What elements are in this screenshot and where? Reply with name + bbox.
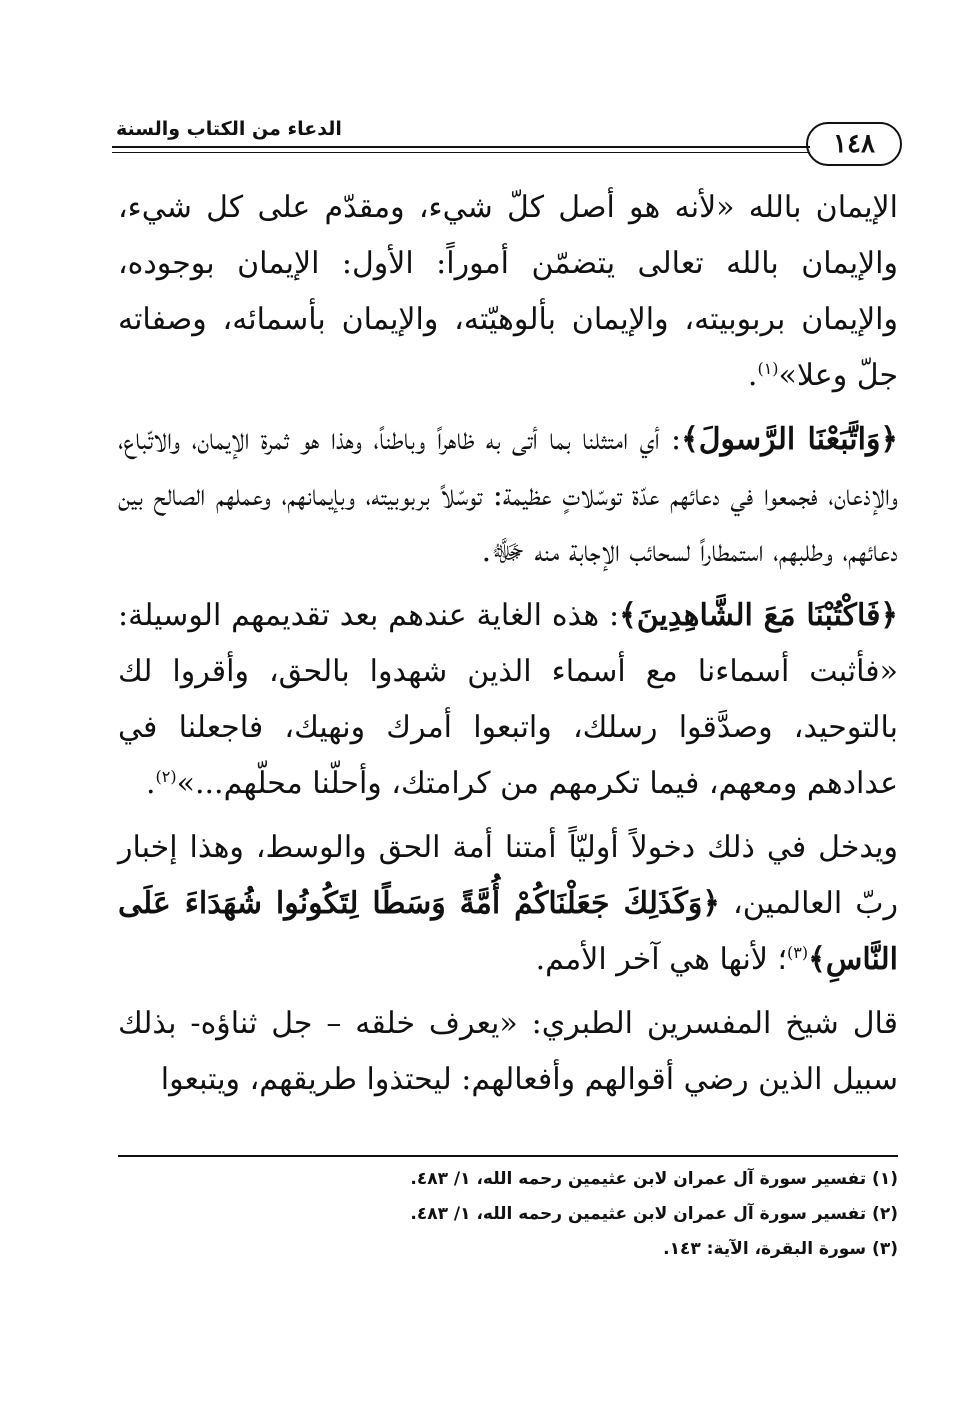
- footnote-1: (١) تفسير سورة آل عمران لابن عثيمين رحمه الله، ١/ ٤٨٣.: [410, 1169, 898, 1189]
- paragraph-1: الإيمان بالله «لأنه هو أصل كلّ شيء، ومقدّم على كل شيء، والإيمان بالله تعالى يتضمّن أموراً: الأول: الإيمان بوجوده، والإيمان بربوبيته، والإيمان بألوهيّته، والإيمان بأسمائه، وصفاته جلّ وعلا»$^{(١)}$.: [118, 190, 898, 393]
- footnote-ref-3: (٣): [787, 943, 809, 962]
- paragraph-3: ﴿فَاكْتُبْنَا مَعَ الشَّاهِدِينَ﴾: هذه الغاية عندهم بعد تقديمهم الوسيلة: «فأثبت أسماءنا مع أسماء الذين شهدوا بالحق، وأقروا لك بالتوحيد، وصدَّقوا رسلك، واتبعوا أمرك ونهيك، فاجعلنا في عدادهم ومعهم، فيما تكرمهم من كرامتك، وأحلّنا محلّهم...»$^{(٢)}$.: [118, 598, 899, 801]
- running-title: الدعاء من الكتاب والسنة: [116, 118, 342, 140]
- quran-verse: ﴿فَاكْتُبْنَا مَعَ الشَّاهِدِينَ﴾: [619, 598, 899, 633]
- footnote-2: (٢) تفسير سورة آل عمران لابن عثيمين رحمه الله، ١/ ٤٨٣.: [410, 1204, 898, 1224]
- paragraph-5: قال شيخ المفسرين الطبري: «يعرف خلقه – جل ثناؤه- بذلك سبيل الذين رضي أقوالهم وأفعالهم: ليحتذوا طريقهم، ويتبعوا: [118, 1006, 898, 1097]
- paragraph-4: ويدخل في ذلك دخولاً أوليّاً أمتنا أمة الحق والوسط، وهذا إخبار ربّ العالمين، ﴿وَكَذَلِكَ جَعَلْنَاكُمْ أُمَّةً وَسَطًا لِتَكُونُوا شُهَدَاءَ عَلَى النَّاسِ﴾$^{(٣)}$؛ لأنها هي آخر الأمم.: [118, 830, 898, 977]
- footnote-3: (٣) سورة البقرة، الآية: ١٤٣.: [663, 1239, 898, 1259]
- body-text: [118, 180, 898, 1116]
- footnote-ref-1: (١): [757, 359, 779, 378]
- page-number: ١٤٨: [806, 122, 902, 166]
- footnote-ref-2: (٢): [155, 767, 177, 786]
- header-rule-thin: [112, 152, 810, 153]
- footnotes: [118, 1162, 898, 1267]
- quran-verse: ﴿وَكَذَلِكَ جَعَلْنَاكُمْ أُمَّةً وَسَطًا لِتَكُونُوا شُهَدَاءَ عَلَى النَّاسِ﴾: [118, 886, 898, 977]
- quran-verse: ﴿وَاتَّبَعْنَا الرَّسولَ﴾: [681, 422, 899, 457]
- footnote-rule: [118, 1155, 898, 1157]
- page-header: [112, 108, 902, 170]
- paragraph-2: ﴿وَاتَّبَعْنَا الرَّسولَ﴾: أي امتثلنا بما أتى به ظاهراً وباطناً، وهذا هو ثمرة الإيمان، والاتّباع، والإذعان، فجمعوا في دعائهم عدّة توسّلاتٍ عظيمة: توسّلاً بربوبيته، وبإيمانهم، وعملهم الصالح بين دعائهم، وطلبهم، استمطاراً لسحائب الإجابة منه ﷻ.: [118, 422, 899, 569]
- header-rule: [112, 146, 810, 148]
